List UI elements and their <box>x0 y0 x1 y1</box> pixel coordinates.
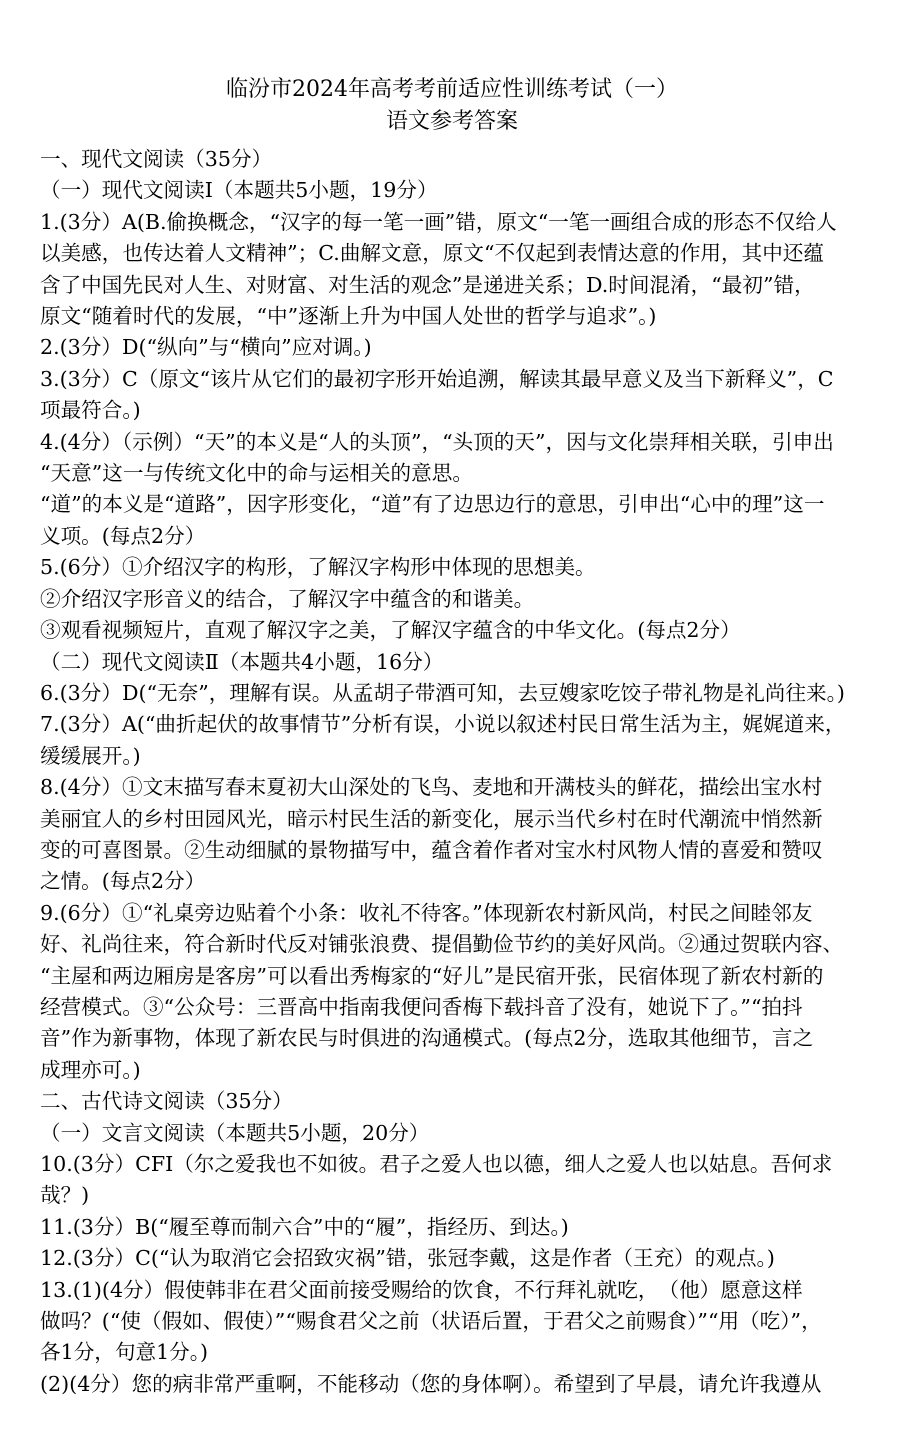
text-line: “天意”这一与传统文化中的命与运相关的意思。 <box>40 461 473 486</box>
text-line: 4.(4分）（示例）“天”的本义是“人的头顶”，“头顶的天”，因与文化崇拜相关联，引申出 <box>40 429 834 454</box>
text-line: （一）现代文阅读Ⅰ（本题共5小题，19分） <box>40 178 438 203</box>
text-line: 3.(3分）C（原文“该片从它们的最初字形开始追溯，解读其最早意义及当下新释义”，C <box>40 366 834 391</box>
text-line: 成理亦可。) <box>40 1057 141 1082</box>
text-line: 12.(3分）C(“认为取消它会招致灾祸”错，张冠李戴，这是作者（王充）的观点。) <box>40 1246 775 1271</box>
text-line: （一）文言文阅读（本题共5小题，20分） <box>40 1120 430 1145</box>
text-line: 5.(6分）①介绍汉字的构形，了解汉字构形中体现的思想美。 <box>40 555 596 580</box>
text-line: 原文“随着时代的发展，“中”逐渐上升为中国人处世的哲学与追求”。) <box>40 304 657 329</box>
text-line: 13.(1)(4分）假使韩非在君父面前接受赐给的饮食，不行拜礼就吃， （他）愿意这样 <box>40 1277 803 1302</box>
text-line: 音”作为新事物，体现了新农民与时俱进的沟通模式。(每点2分，选取其他细节，言之 <box>40 1026 814 1051</box>
document-subtitle: 语文参考答案 <box>385 109 518 134</box>
text-line: “主屋和两边厢房是客房”可以看出秀梅家的“好儿”是民宿开张，民宿体现了新农村新的 <box>40 963 824 988</box>
text-line: 经营模式。③“公众号：三晋高中指南我便问香梅下载抖音了没有，她说下了。”“拍抖 <box>40 994 803 1019</box>
text-line: 哉？) <box>40 1183 90 1208</box>
text-line: ③观看视频短片，直观了解汉字之美，了解汉字蕴含的中华文化。(每点2分） <box>40 618 741 643</box>
text-line: 好、礼尚往来，符合新时代反对铺张浪费、提倡勤俭节约的美好风尚。②通过贺联内容、 <box>40 932 844 957</box>
text-line: 含了中国先民对人生、对财富、对生活的观念”是递进关系；D.时间混淆，“最初”错， <box>40 272 815 297</box>
text-line: 1.(3分）A(B.偷换概念，“汉字的每一笔一画”错，原文“一笔一画组合成的形态不仅给人 <box>40 209 837 234</box>
document-title: 临汾市2024年高考考前适应性训练考试（一） <box>226 77 678 102</box>
text-line: 变的可喜图景。②生动细腻的景物描写中，蕴含着作者对宝水村风物人情的喜爱和赞叹 <box>40 837 823 862</box>
text-line: 之情。(每点2分） <box>40 869 206 894</box>
text-line: 11.(3分）B(“履至尊而制六合”中的“履”，指经历、到达。) <box>40 1214 569 1239</box>
text-line: 二、古代诗文阅读（35分） <box>40 1089 293 1114</box>
text-line: 各1分，句意1分。) <box>40 1340 209 1365</box>
text-line: (2)(4分）您的病非常严重啊，不能移动（您的身体啊）。希望到了早晨，请允许我遵从 <box>40 1371 822 1396</box>
text-line: ②介绍汉字形音义的结合，了解汉字中蕴含的和谐美。 <box>40 586 535 611</box>
text-line: 做吗？(“使（假如、假使）”“赐食君父之前（状语后置，于君父之前赐食）”“用（吃）”， <box>40 1309 822 1334</box>
text-line: 9.(6分）①“礼桌旁边贴着个小条：收礼不待客。”体现新农村新风尚，村民之间睦邻友 <box>40 900 813 925</box>
document-body <box>40 144 864 1400</box>
text-line: 8.(4分）①文末描写春末夏初大山深处的飞鸟、麦地和开满枝头的鲜花，描绘出宝水村 <box>40 775 823 800</box>
text-line: 缓缓展开。) <box>40 743 141 768</box>
text-line: 义项。(每点2分） <box>40 523 206 548</box>
text-line: 7.(3分）A(“曲折起伏的故事情节”分析有误，小说以叙述村民日常生活为主，娓娓道来， <box>40 712 846 737</box>
text-line: 美丽宜人的乡村田园风光，暗示村民生活的新变化，展示当代乡村在时代潮流中悄然新 <box>40 806 823 831</box>
text-line: 项最符合。) <box>40 398 141 423</box>
text-line: 10.(3分）CFI（尔之爱我也不如彼。君子之爱人也以德，细人之爱人也以姑息。吾何求 <box>40 1152 833 1176</box>
text-line: “道”的本义是“道路”，因字形变化，“道”有了边思边行的意思，引申出“心中的理”这一 <box>40 492 825 517</box>
text-line: 以美感，也传达着人文精神”；C.曲解文意，原文“不仅起到表情达意的作用，其中还蕴 <box>40 241 824 266</box>
text-line: 6.(3分）D(“无奈”，理解有误。从孟胡子带酒可知，去豆嫂家吃饺子带礼物是礼尚往来。) <box>40 680 845 705</box>
text-line: 2.(3分）D(“纵向”与“横向”应对调。) <box>40 335 372 360</box>
text-line: （二）现代文阅读Ⅱ（本题共4小题，16分） <box>40 649 444 674</box>
text-line: 一、现代文阅读（35分） <box>40 147 273 171</box>
